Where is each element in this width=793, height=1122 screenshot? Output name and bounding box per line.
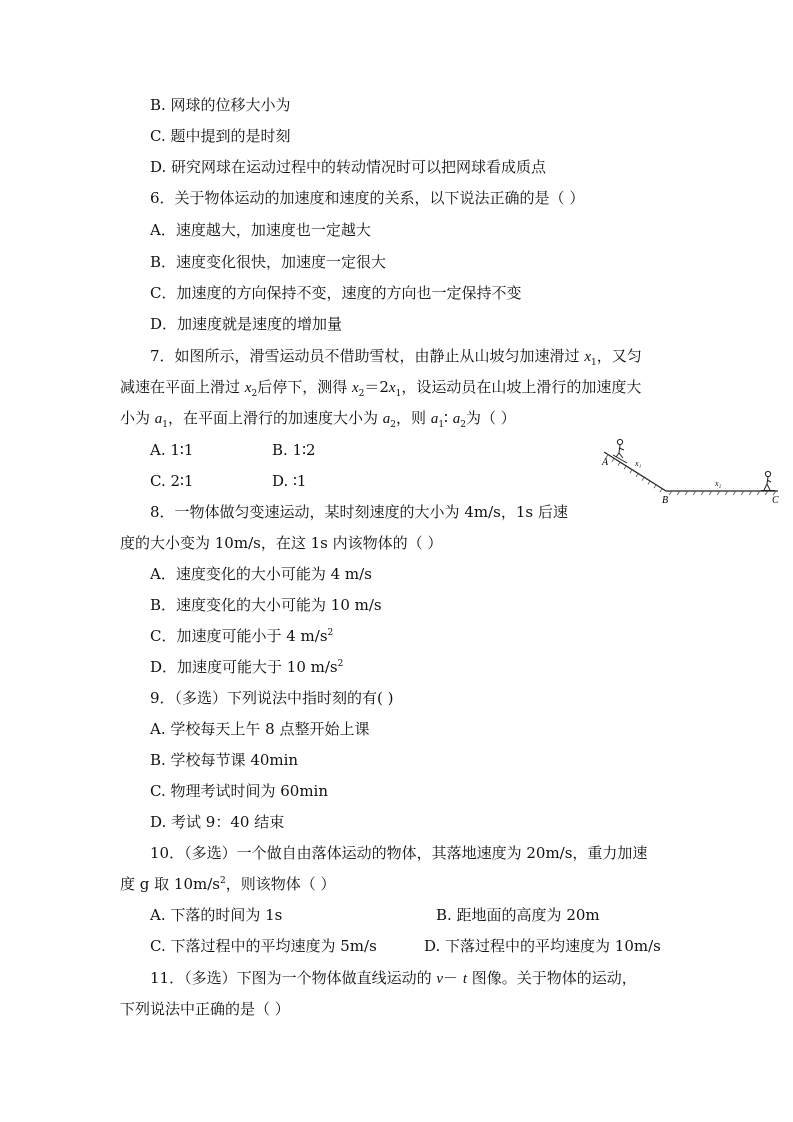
q10-option-a: A. 下落的时间为 1s: [150, 906, 283, 924]
q8-stem-line-1: 8．一物体做匀变速运动，某时刻速度的大小为 4m/s，1s 后速: [150, 503, 568, 521]
q9-stem: 9．（多选）下列说法中指时刻的有( ): [150, 689, 394, 707]
slope-line: [604, 452, 666, 491]
figure-label-c: C: [772, 495, 779, 506]
q11-stem-line-2: 下列说法中正确的是（ ）: [120, 1000, 290, 1018]
ski-slope-figure: [598, 436, 784, 506]
q7-stem-line-1: 7．如图所示，滑雪运动员不借助雪杖，由静止从山坡匀加速滑过 $x_1$，又匀: [150, 347, 642, 368]
q7-option-b: B. 1∶2: [272, 441, 316, 459]
q5-option-d: D. 研究网球在运动过程中的转动情况时可以把网球看成质点: [150, 158, 547, 176]
q6-option-d: D．加速度就是速度的增加量: [150, 315, 343, 333]
q10-option-c: C. 下落过程中的平均速度为 5m/s: [150, 937, 377, 955]
figure-label-a: A: [602, 457, 609, 468]
q7-option-d: D. ∶1: [272, 472, 307, 490]
q7-stem-line-2: 减速在平面上滑过 $x_2$后停下，测得 $x_2=2x_1$，设运动员在山坡上滑行的加速度大: [120, 378, 642, 399]
q10-option-b: B. 距地面的高度为 20m: [436, 906, 600, 924]
q7-option-a: A. 1∶1: [150, 441, 194, 459]
q8-stem-line-2: 度的大小变为 10m/s，在这 1s 内该物体的（ ）: [120, 534, 443, 552]
q9-option-d: D. 考试 9：40 结束: [150, 813, 285, 831]
figure-label-x2: x₂: [715, 479, 722, 488]
q8-option-b: B．速度变化的大小可能为 10 m/s: [150, 596, 382, 614]
q6-stem: 6．关于物体运动的加速度和速度的关系，以下说法正确的是（ ）: [150, 189, 585, 207]
q9-option-b: B. 学校每节课 40min: [150, 751, 299, 769]
q8-option-d: D．加速度可能大于 10 $m/s^2$: [150, 658, 344, 676]
skier-bottom-icon: [761, 471, 775, 490]
q9-option-c: C. 物理考试时间为 60min: [150, 782, 329, 800]
q5-option-c: C. 题中提到的是时刻: [150, 127, 291, 145]
q10-stem-line-2: 度 g 取 $10m/s^2$，则该物体（ ）: [120, 875, 336, 893]
q10-option-d: D. 下落过程中的平均速度为 10m/s: [424, 937, 661, 955]
q8-option-c: C．加速度可能小于 4 $m/s^2$: [150, 627, 334, 645]
q10-stem-line-1: 10．（多选）一个做自由落体运动的物体，其落地速度为 20m/s，重力加速: [150, 844, 648, 862]
q11-stem-line-1: 11．（多选）下图为一个物体做直线运动的 v－ t 图像。关于物体的运动，: [150, 969, 637, 987]
q5-option-b: B. 网球的位移大小为: [150, 96, 291, 114]
q6-option-b: B．速度变化很快，加速度一定很大: [150, 253, 387, 271]
q8-option-a: A．速度变化的大小可能为 4 m/s: [150, 565, 372, 583]
slope-hatching: [606, 455, 662, 493]
figure-label-b: B: [662, 495, 669, 506]
q6-option-a: A．速度越大，加速度也一定越大: [150, 221, 371, 239]
figure-label-x1: x₁: [635, 459, 642, 468]
flat-hatching: [669, 491, 776, 495]
q9-option-a: A. 学校每天上午 8 点整开始上课: [150, 720, 370, 738]
q6-option-c: C．加速度的方向保持不变，速度的方向也一定保持不变: [150, 284, 522, 302]
q7-stem-line-3: 小为 $a_1$，在平面上滑行的加速度大小为 $a_2$，则 $a_1∶$ $a_2$为（ ）: [120, 409, 516, 430]
q7-option-c: C. 2∶1: [150, 472, 194, 490]
